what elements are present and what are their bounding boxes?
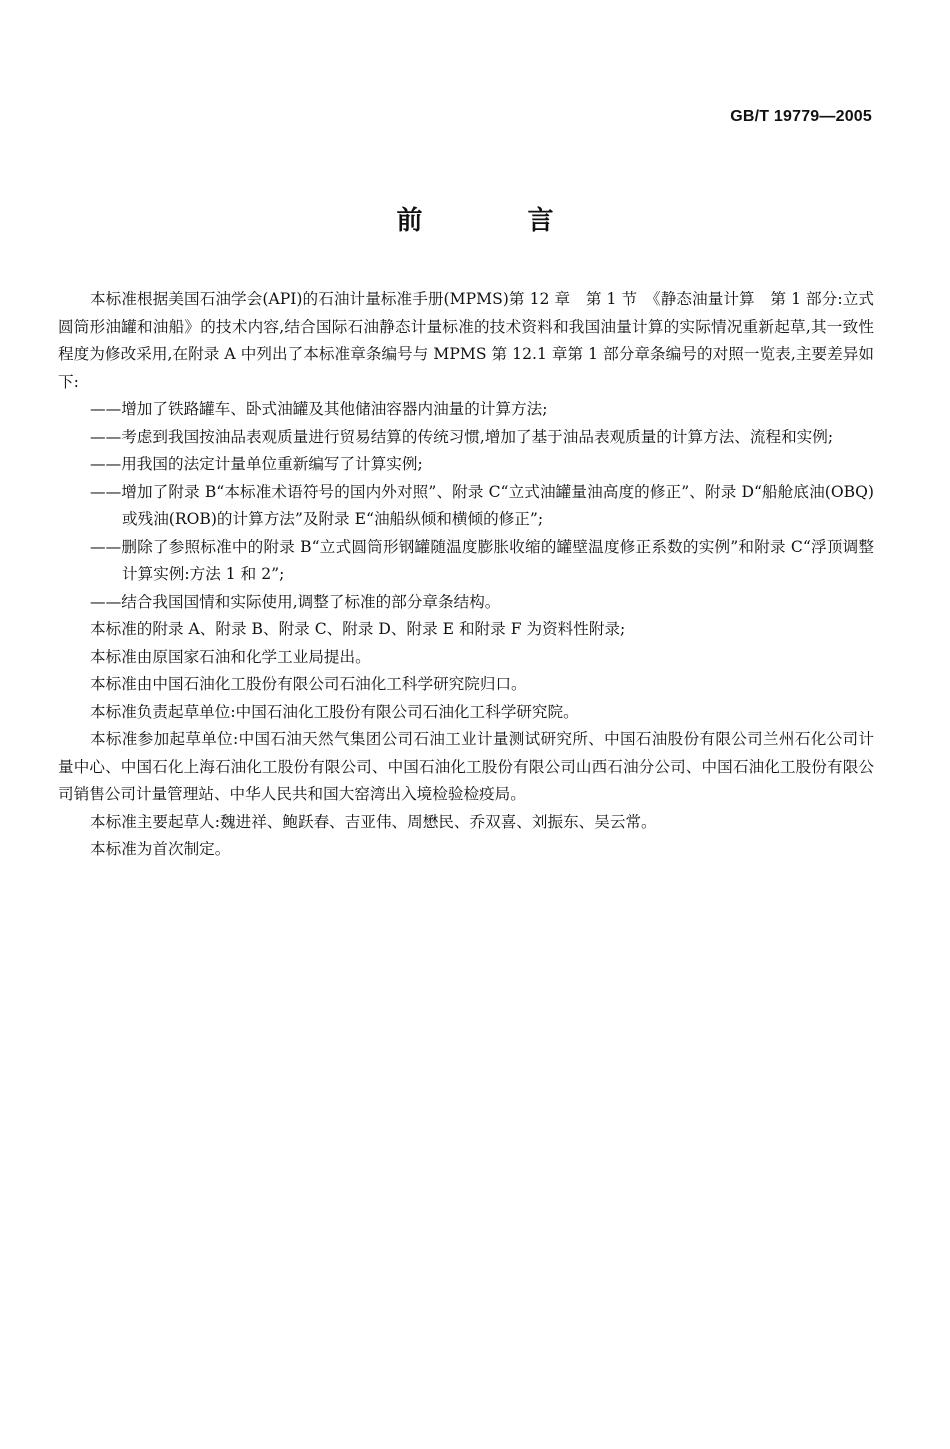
- difference-item: ——结合我国国情和实际使用,调整了标准的部分章条结构。: [90, 592, 501, 611]
- difference-item: ——用我国的法定计量单位重新编写了计算实例;: [90, 455, 423, 473]
- responsible-org-note: 本标准由中国石油化工股份有限公司石油化工科学研究院归口。: [90, 675, 527, 693]
- appendix-note: 本标准的附录 A、附录 B、附录 C、附录 D、附录 E 和附录 F 为资料性附录;: [90, 620, 626, 638]
- foreword-body: [58, 286, 874, 864]
- first-edition-note: 本标准为首次制定。: [90, 840, 231, 858]
- participating-units-note: 本标准参加起草单位:中国石油天然气集团公司石油工业计量测试研究所、中国石油股份有限公司兰州石化公司计量中心、中国石化上海石油化工股份有限公司、中国石油化工股份有限公司山西石油分公司、中国石油化工股份有限公司销售公司计量管理站、中华人民共和国大窑湾出入境检验检疫局。: [58, 730, 874, 803]
- drafting-unit-note: 本标准负责起草单位:中国石油化工股份有限公司石油化工科学研究院。: [90, 702, 579, 721]
- proposer-note: 本标准由原国家石油和化学工业局提出。: [90, 647, 371, 666]
- drafters-note: 本标准主要起草人:魏进祥、鲍跃春、吉亚伟、周懋民、乔双喜、刘振东、吴云常。: [90, 812, 657, 831]
- difference-item: ——删除了参照标准中的附录 B“立式圆筒形钢罐随温度膨胀收缩的罐壁温度修正系数的实例”和附录 C“浮顶调整计算实例:方法 1 和 2”;: [90, 537, 874, 583]
- difference-item: ——考虑到我国按油品表观质量进行贸易结算的传统习惯,增加了基于油品表观质量的计算方法、流程和实例;: [90, 427, 834, 446]
- difference-item: ——增加了附录 B“本标准术语符号的国内外对照”、附录 C“立式油罐量油高度的修正”、附录 D“船舱底油(OBQ)或残油(ROB)的计算方法”及附录 E“油船纵倾和横倾的修正”;: [90, 482, 874, 528]
- document-code: GB/T 19779—2005: [730, 108, 872, 125]
- page-title: 前 言: [396, 206, 602, 236]
- difference-item: ——增加了铁路罐车、卧式油罐及其他储油容器内油量的计算方法;: [90, 400, 548, 418]
- intro-paragraph: 本标准根据美国石油学会(API)的石油计量标准手册(MPMS)第 12 章 第 1 节 《静态油量计算 第 1 部分:立式圆筒形油罐和油船》的技术内容,结合国际石油静态计量标准的技术资料和我国油量计算的实际情况重新起草,其一致性程度为修改采用,在附录 A 中列出了本标准章条编号与 MPMS 第 12.1 章第 1 部分章条编号的对照一览表,主要差异如下:: [58, 290, 874, 391]
